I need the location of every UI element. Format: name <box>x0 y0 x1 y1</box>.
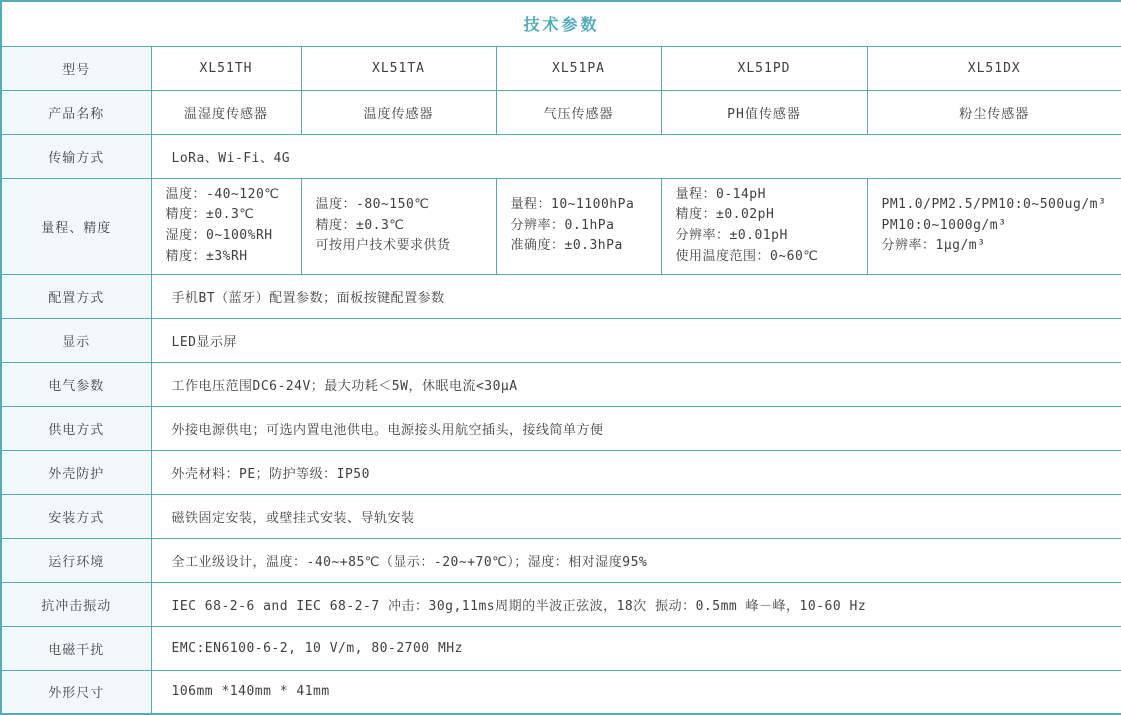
model-value: XL51TH <box>151 46 301 90</box>
range-line: 分辨率：0.1hPa <box>510 217 615 233</box>
product-row-label: 产品名称 <box>1 90 151 134</box>
model-value: XL51DX <box>867 46 1121 90</box>
model-value: XL51PD <box>661 46 867 90</box>
row-label: 抗冲击振动 <box>1 582 151 626</box>
config-row <box>1 274 1121 318</box>
row-value: IEC 68-2-6 and IEC 68-2-7 冲击：30g,11ms周期的半波正弦波，18次 振动：0.5mm 峰－峰，10-60 Hz <box>151 582 1121 626</box>
row-label: 显示 <box>1 318 151 362</box>
model-value: XL51TA <box>301 46 496 90</box>
row-value: EMC:EN6100-6-2, 10 V/m, 80-2700 MHz <box>151 626 1121 670</box>
range-line: PM10:0~1000g/m³ <box>881 217 1007 233</box>
range-cell-xl51dx <box>867 178 1121 274</box>
transmission-row-label: 传输方式 <box>1 134 151 178</box>
range-cell-xl51th <box>151 178 301 274</box>
row-value: 全工业级设计，温度：-40~+85℃（显示：-20~+70℃）；湿度：相对湿度95% <box>151 538 1121 582</box>
range-cell-xl51pd <box>661 178 867 274</box>
product-value: 温湿度传感器 <box>151 90 301 134</box>
row-value: 106mm *140mm * 41mm <box>151 670 1121 714</box>
product-value: 温度传感器 <box>301 90 496 134</box>
row-label: 安装方式 <box>1 494 151 538</box>
range-line: 温度：-80~150℃ <box>315 196 430 212</box>
model-row-label: 型号 <box>1 46 151 90</box>
range-line: 精度：±0.02pH <box>675 207 775 223</box>
transmission-value: LoRa、Wi-Fi、4G <box>151 134 1121 178</box>
range-row-label: 量程、精度 <box>1 178 151 274</box>
model-value: XL51PA <box>496 46 661 90</box>
enclosure-row <box>1 450 1121 494</box>
range-line: 分辨率：1μg/m³ <box>881 238 986 254</box>
row-label: 供电方式 <box>1 406 151 450</box>
row-label: 电气参数 <box>1 362 151 406</box>
row-label: 配置方式 <box>1 274 151 318</box>
row-value: LED显示屏 <box>151 318 1121 362</box>
product-value: PH值传感器 <box>661 90 867 134</box>
range-line: PM1.0/PM2.5/PM10:0~500ug/m³ <box>881 196 1107 212</box>
row-value: 工作电压范围DC6-24V；最大功耗＜5W，休眠电流<30μA <box>151 362 1121 406</box>
range-line: 量程：10~1100hPa <box>510 196 635 212</box>
range-line: 温度：-40~120℃ <box>165 186 280 202</box>
installation-row <box>1 494 1121 538</box>
emc-row <box>1 626 1121 670</box>
row-label: 外形尺寸 <box>1 670 151 714</box>
range-line: 量程：0-14pH <box>675 186 766 202</box>
environment-row <box>1 538 1121 582</box>
transmission-row <box>1 134 1121 178</box>
row-value: 外接电源供电；可选内置电池供电。电源接头用航空插头，接线简单方便 <box>151 406 1121 450</box>
range-line: 分辨率：±0.01pH <box>675 228 788 244</box>
title-cell <box>1 1 1121 46</box>
range-precision-row <box>1 178 1121 274</box>
product-value: 粉尘传感器 <box>867 90 1121 134</box>
range-line: 使用温度范围：0~60℃ <box>675 248 819 264</box>
row-label: 外壳防护 <box>1 450 151 494</box>
power-supply-row <box>1 406 1121 450</box>
row-value: 磁铁固定安装，或壁挂式安装、导轨安装 <box>151 494 1121 538</box>
range-line: 湿度：0~100%RH <box>165 228 273 244</box>
range-line: 精度：±0.3℃ <box>315 217 405 233</box>
range-line: 可按用户技术要求供货 <box>315 238 451 254</box>
range-line: 准确度：±0.3hPa <box>510 238 623 254</box>
title-row <box>1 1 1121 46</box>
range-line: 精度：±0.3℃ <box>165 207 255 223</box>
row-label: 电磁干扰 <box>1 626 151 670</box>
dimensions-row <box>1 670 1121 714</box>
model-row <box>1 46 1121 90</box>
range-cell-xl51ta <box>301 178 496 274</box>
row-value: 外壳材料：PE；防护等级：IP50 <box>151 450 1121 494</box>
shock-vibration-row <box>1 582 1121 626</box>
range-cell-xl51pa <box>496 178 661 274</box>
range-line: 精度：±3%RH <box>165 248 248 264</box>
row-label: 运行环境 <box>1 538 151 582</box>
electrical-row <box>1 362 1121 406</box>
product-value: 气压传感器 <box>496 90 661 134</box>
product-name-row <box>1 90 1121 134</box>
row-value: 手机BT（蓝牙）配置参数；面板按键配置参数 <box>151 274 1121 318</box>
page-title: 技术参数 <box>523 15 600 35</box>
display-row <box>1 318 1121 362</box>
